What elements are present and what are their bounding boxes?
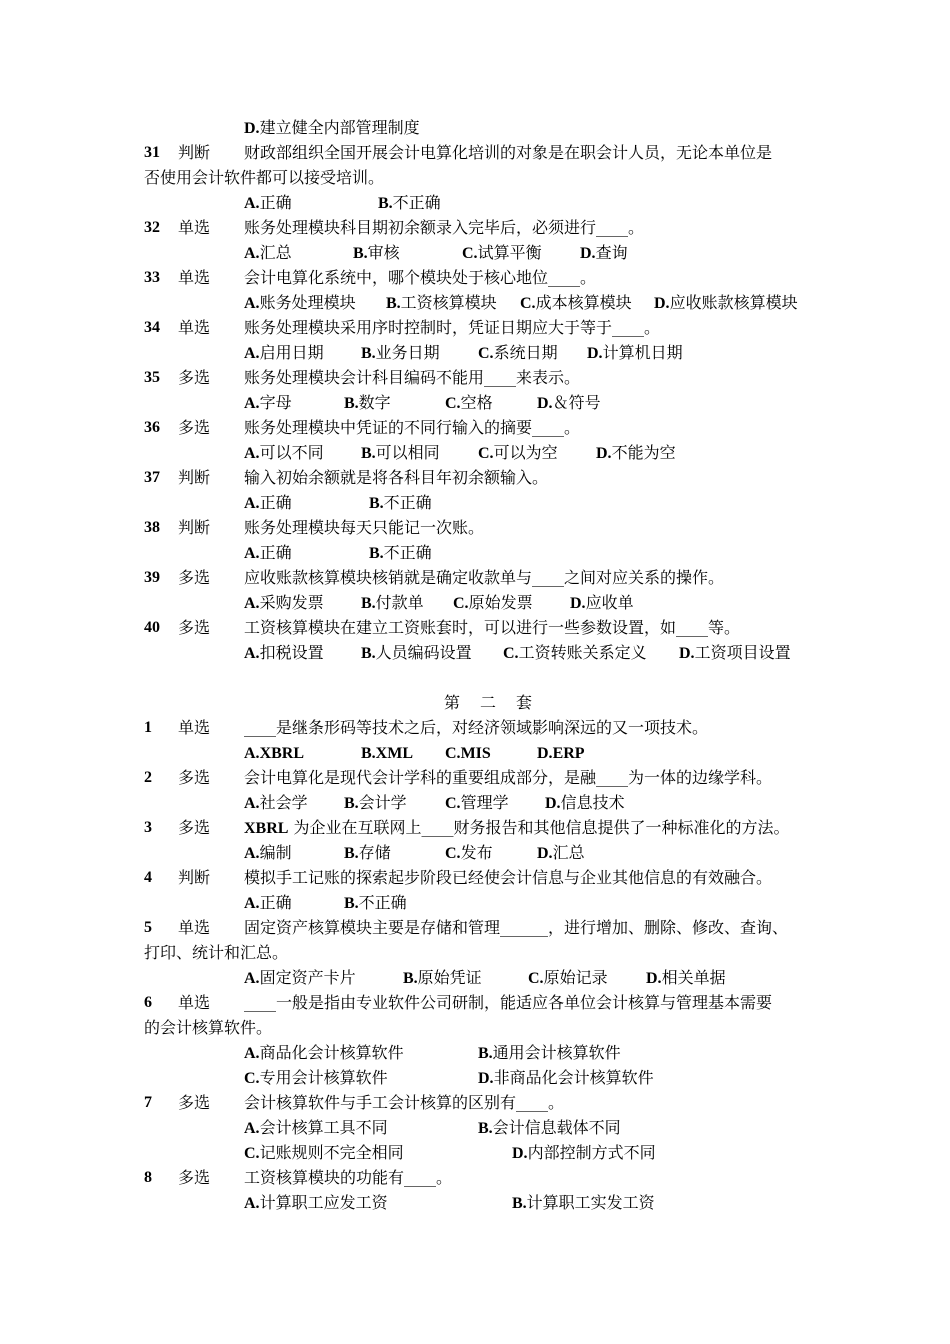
option-b: B.业务日期 [361,343,440,362]
option-c: C.可以为空 [478,443,558,462]
option-c: C.工资转账关系定义 [503,643,647,662]
question-text: 账务处理模块科目期初余额录入完毕后，必须进行____。 [244,218,645,237]
question-number: 5 [144,919,152,936]
question-type: 多选 [178,568,211,587]
option-b: B.数字 [344,393,391,412]
question-text: 财政部组织全国开展会计电算化培训的对象是在职会计人员，无论本单位是 [244,143,773,162]
question-type: 判断 [178,468,211,487]
option-b: B.不正确 [378,193,441,212]
question-type: 判断 [178,868,211,887]
question-number: 8 [144,1169,152,1186]
question-type: 单选 [178,718,211,737]
question-type: 单选 [178,993,211,1012]
option-b: B.付款单 [361,593,424,612]
option-c: C.发布 [445,843,493,862]
question-type: 单选 [178,918,211,937]
question-text-cont: 的会计核算软件。 [144,1018,273,1037]
question-type: 单选 [178,268,211,287]
question-number: 40 [144,619,160,636]
question-text: ____一般是指由专业软件公司研制，能适应各单位会计核算与管理基本需要 [244,993,773,1012]
question-text: 应收账款核算模块核销就是确定收款单与____之间对应关系的操作。 [244,568,725,587]
question-number: 1 [144,719,152,736]
question-text: 固定资产核算模块主要是存储和管理______，进行增加、删除、修改、查询、 [244,918,789,937]
option-a: A.固定资产卡片 [244,968,356,987]
question-text-cont: 打印、统计和汇总。 [144,943,289,962]
question-text: 工资核算模块在建立工资账套时，可以进行一些参数设置，如____等。 [244,618,741,637]
question-text: 会计核算软件与手工会计核算的区别有____。 [244,1093,565,1112]
option-b: B.原始凭证 [403,968,482,987]
question-text: ____是继条形码等技术之后，对经济领域影响深远的又一项技术。 [244,718,709,737]
option-c: C.原始发票 [453,593,533,612]
question-text: 模拟手工记账的探索起步阶段已经使会计信息与企业其他信息的有效融合。 [244,868,773,887]
option-a: A.会计核算工具不同 [244,1118,388,1137]
option-d: D.工资项目设置 [679,643,791,662]
option-b: B.人员编码设置 [361,643,472,662]
option-c: C.成本核算模块 [520,293,632,312]
question-text: 账务处理模块中凭证的不同行输入的摘要____。 [244,418,581,437]
option-d: D.信息技术 [545,793,625,812]
option-a: A.计算职工应发工资 [244,1193,388,1212]
question-number: 3 [144,819,152,836]
option-a: A.采购发票 [244,593,324,612]
option-b: B.不正确 [369,543,432,562]
option-a: A.账务处理模块 [244,293,356,312]
option-b: B.不正确 [369,493,432,512]
option-a: A.XBRL [244,745,305,762]
option-b: B.审核 [353,243,400,262]
option-a: A.字母 [244,393,292,412]
question-number: 4 [144,869,152,886]
option-b: B.可以相同 [361,443,440,462]
option-a: A.扣税设置 [244,643,324,662]
option-b: B.不正确 [344,893,407,912]
question-number: 32 [144,219,160,236]
option-c: C.记账规则不完全相同 [244,1143,404,1162]
option-d: D.计算机日期 [587,343,683,362]
question-type: 多选 [178,418,211,437]
option-d: D.＆符号 [537,393,601,412]
option-a: A.正确 [244,543,292,562]
option-c: C.MIS [445,745,491,762]
option-d: D.应收账款核算模块 [654,293,798,312]
option-d: D.应收单 [570,593,634,612]
question-number: 34 [144,319,160,336]
question-number: 33 [144,269,160,286]
question-text: 会计电算化是现代会计学科的重要组成部分，是融____为一体的边缘学科。 [244,768,773,787]
question-type: 多选 [178,1168,211,1187]
question-text: 输入初始余额就是将各科目年初余额输入。 [244,468,549,487]
question-number: 2 [144,769,152,786]
option-d: D.不能为空 [596,443,676,462]
option-c: C.专用会计核算软件 [244,1068,388,1087]
option-c: C.系统日期 [478,343,558,362]
question-number: 39 [144,569,160,586]
question-type: 多选 [178,368,211,387]
question-number: 38 [144,519,160,536]
question-number: 37 [144,469,160,486]
option-a: A.正确 [244,493,292,512]
option-d: D.建立健全内部管理制度 [244,118,420,137]
question-type: 判断 [178,518,211,537]
option-b: B.XML [361,745,413,762]
question-type: 多选 [178,768,211,787]
document-page: D.建立健全内部管理制度 31 判断 财政部组织全国开展会计电算化培训的对象是在职会计人员，无论本单位是 否使用会计软件都可以接受培训。 A.正确 B.不正确 32 单选 账务处理模块科目期初余额录入完毕后，必须进行____。 A.汇总 B.审核 C.试算平衡 D.查询 33 单选 会计电算化系统中，哪个模块处于核心地位____。 A.账务处理模块 B.工资核算模块 C.成本核算模块 D.应收账款核算模块 34 单选 账务处理模块采用序时控制时，凭证日期应大于等于____。 A.启用日期 B.业务日期 C.系统日期 D.计算机日期 35 多选 账务处理模块会计科目编码不能用____来表示。 A.字母 B.数字 C.空格 D.＆符号 36 多选 账务处理模块中凭证的不同行输入的摘要____。 A.可以不同 B.可以相同 C.可以为空 D.不能为空 37 判断 输入初始余额就是将各科目年初余额输入。 A.正确 B.不正确 38 判断 账务处理模块每天只能记一次账。 A.正确 B.不正确 39 多选 应收账款核算模块核销就是确定收款单与____之间对应关系的操作。 A.采购发票 B.付款单 C.原始发票 D.应收单 40 多选 工资核算模块在建立工资账套时，可以进行一些参数设置，如____等。 A.扣税设置 B.人员编码设置 C.工资转账关系定义 D.工资项目设置 第 二 套 1 单选 ____是继条形码等技术之后，对经济领域影响深远的又一项技术。 A.XBRL B.XML C.MIS D.ERP 2 多选 会计电算化是现代会计学科的重要组成部分，是融____为一体的边缘学科。 A.社会学 B.会计学 C.管理学 D.信息技术 3 多选 XBRL 为企业在互联网上____财务报告和其他信息提供了一种标准化的方法。 A.编制 B.存储 C.发布 D.汇总 4 判断 模拟手工记账的探索起步阶段已经使会计信息与企业其他信息的有效融合。 A.正确 B.不正确 5 单选 固定资产核算模块主要是存储和管理______，进行增加、删除、修改、查询、 打印、统计和汇总。 A.固定资产卡片 B.原始凭证 C.原始记录 D.相关单据 6 单选 ____一般是指由专业软件公司研制，能适应各单位会计核算与管理基本需要 的会计核算软件。 A.商品化会计核算软件 B.通用会计核算软件 C.专用会计核算软件 D.非商品化会计核算软件 7 多选 会计核算软件与手工会计核算的区别有____。 A.会计核算工具不同 B.会计信息载体不同 C.记账规则不完全相同 D.内部控制方式不同 8 多选 工资核算模块的功能有____。 A.计算职工应发工资 B.计算职工实发工资 [144,118,798,1212]
question-text: 工资核算模块的功能有____。 [244,1168,453,1187]
question-text: 账务处理模块会计科目编码不能用____来表示。 [244,368,581,387]
question-number: 36 [144,419,160,436]
option-a: A.汇总 [244,243,292,262]
option-b: B.计算职工实发工资 [512,1193,655,1212]
question-type: 判断 [178,143,211,162]
question-number: 7 [144,1094,152,1111]
option-c: C.管理学 [445,793,509,812]
option-a: A.正确 [244,193,292,212]
option-b: B.通用会计核算软件 [478,1043,621,1062]
question-number: 31 [144,144,160,161]
question-text-cont: 否使用会计软件都可以接受培训。 [144,168,385,187]
option-d: D.相关单据 [646,968,726,987]
option-b: B.工资核算模块 [386,293,497,312]
question-number: 35 [144,369,160,386]
option-d: D.内部控制方式不同 [512,1143,656,1162]
option-d: D.ERP [537,745,585,762]
option-b: B.会计学 [344,793,407,812]
question-text: 会计电算化系统中，哪个模块处于核心地位____。 [244,268,597,287]
option-d: D.查询 [580,243,628,262]
option-c: C.空格 [445,393,493,412]
option-a: A.正确 [244,893,292,912]
option-a: A.可以不同 [244,443,324,462]
option-d: D.非商品化会计核算软件 [478,1068,654,1087]
question-type: 多选 [178,1093,211,1112]
question-type: 多选 [178,618,211,637]
option-a: A.编制 [244,843,292,862]
option-c: C.原始记录 [528,968,608,987]
question-text: XBRL 为企业在互联网上____财务报告和其他信息提供了一种标准化的方法。 [244,818,790,837]
option-b: B.存储 [344,843,391,862]
question-text: 账务处理模块每天只能记一次账。 [244,518,485,537]
option-a: A.商品化会计核算软件 [244,1043,404,1062]
option-a: A.启用日期 [244,343,324,362]
question-number: 6 [144,994,152,1011]
question-type: 单选 [178,318,211,337]
option-d: D.汇总 [537,843,585,862]
option-b: B.会计信息载体不同 [478,1118,621,1137]
question-type: 多选 [178,818,211,837]
question-text: 账务处理模块采用序时控制时，凭证日期应大于等于____。 [244,318,661,337]
option-a: A.社会学 [244,793,308,812]
option-c: C.试算平衡 [462,243,542,262]
question-type: 单选 [178,218,211,237]
